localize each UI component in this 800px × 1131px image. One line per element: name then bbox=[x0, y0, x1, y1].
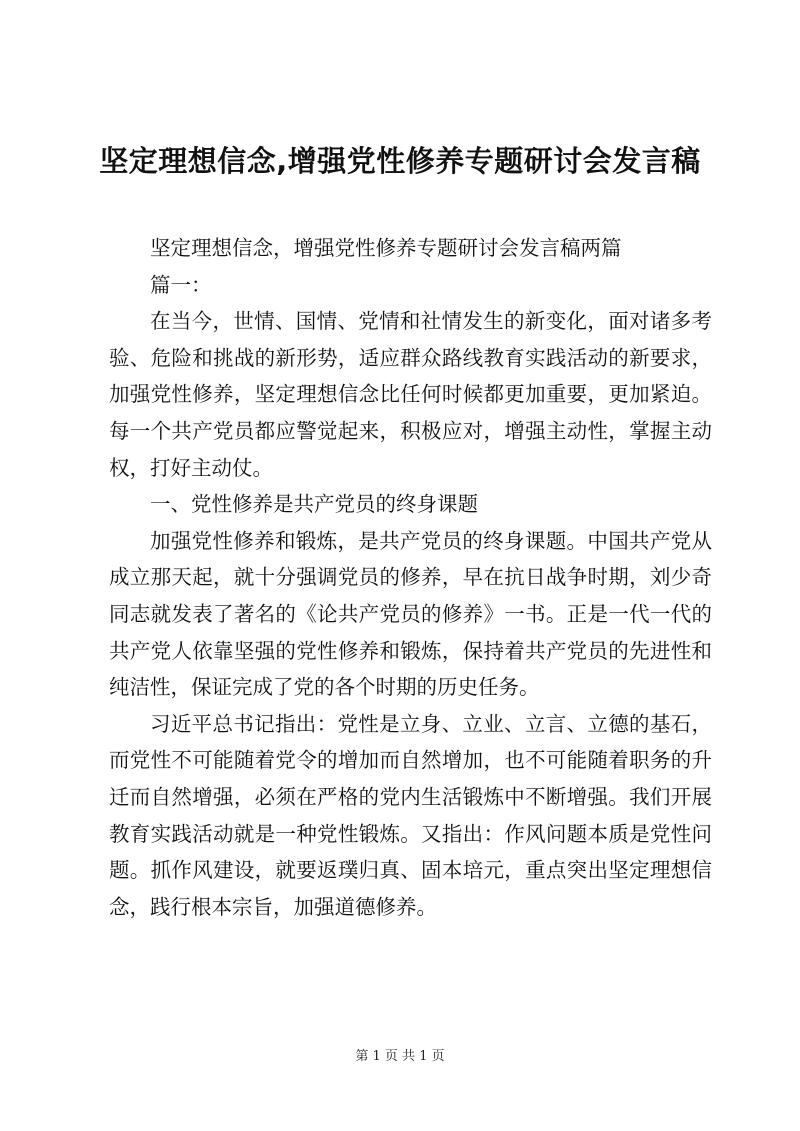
paragraph-section-1: 加强党性修养和锻炼，是共产党员的终身课题。中国共产党从成立那天起，就十分强调党员的修养，早在抗日战争时期，刘少奇同志就发表了著名的《论共产党员的修养》一书。正是一代一代的共产党人依靠坚强的党性修养和锻炼，保持着共产党员的先进性和纯洁性，保证完成了党的各个时期的历史任务。 bbox=[109, 528, 712, 700]
section-heading: 一、党性修养是共产党员的终身课题 bbox=[150, 492, 478, 517]
paragraph-section-2: 习近平总书记指出：党性是立身、立业、立言、立德的基石，而党性不可能随着党令的增加而自然增加，也不可能随着职务的升迁而自然增强，必须在严格的党内生活锻炼中不断增强。我们开展教育实践活动就是一种党性锻炼。又指出：作风问题本质是党性问题。抓作风建设，就要返璞归真、固本培元，重点突出坚定理想信念，践行根本宗旨，加强道德修养。 bbox=[109, 711, 712, 919]
paragraph-subtitle: 坚定理想信念，增强党性修养专题研讨会发言稿两篇 bbox=[150, 236, 622, 260]
document-title: 坚定理想信念,增强党性修养专题研讨会发言稿 bbox=[99, 144, 701, 178]
document-body bbox=[109, 230, 712, 925]
page-number-footer: 第 1 页 共 1 页 bbox=[355, 1049, 445, 1064]
paragraph-part-label: 篇一： bbox=[150, 272, 212, 297]
paragraph-intro: 在当今，世情、国情、党情和社情发生的新变化，面对诸多考验、危险和挑战的新形势，适应群众路线教育实践活动的新要求，加强党性修养，坚定理想信念比任何时候都更加重要，更加紧迫。每一个共产党员都应警觉起来，积极应对，增强主动性，掌握主动权，打好主动仗。 bbox=[109, 309, 712, 480]
